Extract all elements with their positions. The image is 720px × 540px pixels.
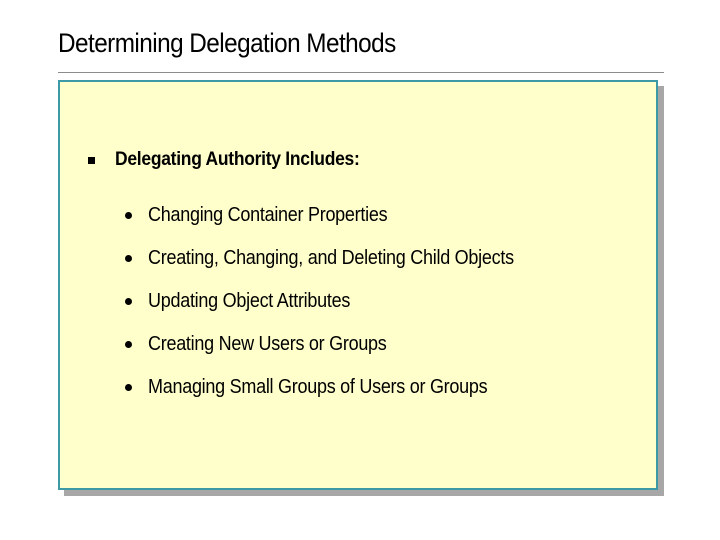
- sub-bullet-item: [125, 237, 554, 280]
- content-box: [58, 80, 658, 490]
- round-bullet-icon: [125, 341, 132, 348]
- round-bullet-icon: [125, 298, 132, 305]
- sub-bullet-item: [125, 366, 554, 409]
- sub-bullet-label: Changing Container Properties: [148, 204, 388, 226]
- sub-bullet-list: [125, 194, 554, 409]
- title-divider: [58, 72, 664, 73]
- sub-bullet-label: Updating Object Attributes: [148, 290, 351, 312]
- round-bullet-icon: [125, 384, 132, 391]
- sub-bullet-item: [125, 194, 554, 237]
- sub-bullet-label: Managing Small Groups of Users or Groups: [148, 376, 488, 398]
- main-bullet-label: Delegating Authority Includes:: [115, 149, 360, 170]
- main-bullet: [88, 149, 381, 171]
- sub-bullet-item: [125, 323, 554, 366]
- slide-title: Determining Delegation Methods: [58, 28, 396, 58]
- square-bullet-icon: [88, 157, 95, 164]
- round-bullet-icon: [125, 255, 132, 262]
- sub-bullet-label: Creating New Users or Groups: [148, 333, 387, 355]
- round-bullet-icon: [125, 212, 132, 219]
- sub-bullet-label: Creating, Changing, and Deleting Child Objects: [148, 247, 514, 269]
- sub-bullet-item: [125, 280, 554, 323]
